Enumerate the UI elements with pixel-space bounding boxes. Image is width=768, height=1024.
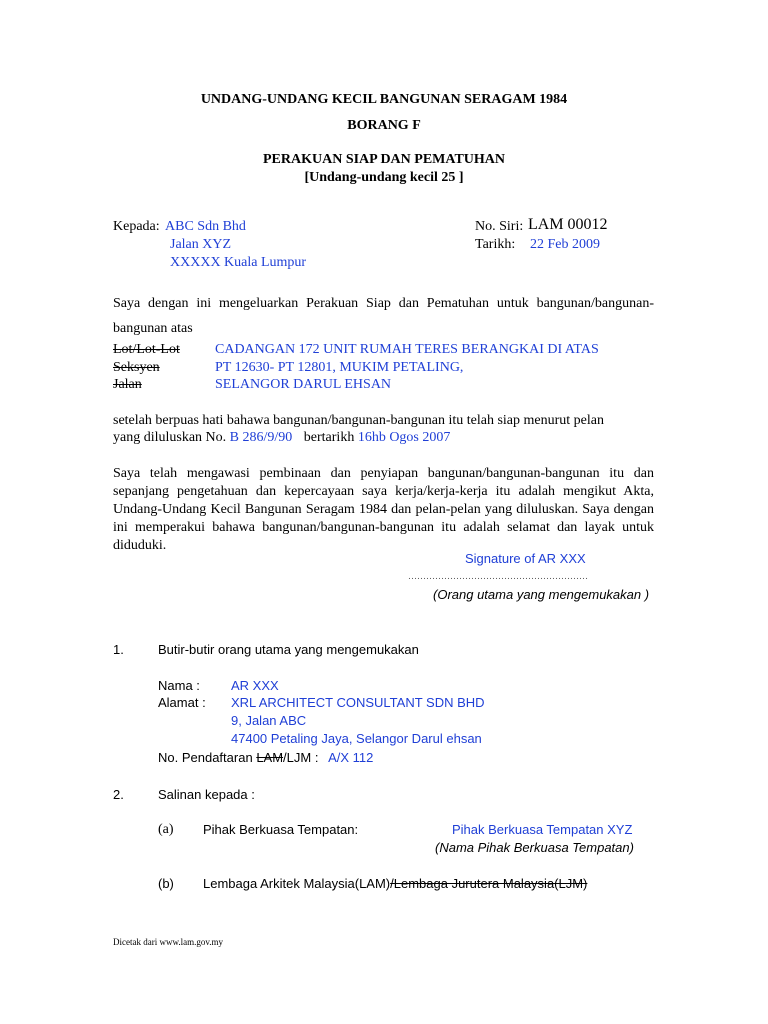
- applicant-address-line2: 9, Jalan ABC: [231, 713, 307, 728]
- copy-a-text: Pihak Berkuasa Tempatan:: [203, 822, 359, 837]
- approval-text: setelah berpuas hati bahawa bangunan/bangunan-bangunan itu telah siap menurut pelan: [113, 413, 604, 428]
- document-title: UNDANG-UNDANG KECIL BANGUNAN SERAGAM 1984: [200, 92, 568, 107]
- applicant-address-line1: XRL ARCHITECT CONSULTANT SDN BHD: [231, 695, 485, 710]
- location-line2: PT 12630- PT 12801, MUKIM PETALING,: [215, 360, 464, 375]
- signature-caption: (Orang utama yang mengemukakan ): [433, 587, 650, 602]
- copy-a-caption: (Nama Pihak Berkuasa Tempatan): [435, 840, 634, 855]
- copy-a-label: (a): [158, 822, 174, 837]
- section2-title: Salinan kepada :: [158, 787, 255, 802]
- signature-line: ……………………………………………………: [408, 571, 588, 581]
- date-label: Tarikh:: [475, 237, 516, 252]
- registration-row: [158, 750, 373, 765]
- signature-text: Signature of AR XXX: [465, 551, 586, 566]
- location-label-seksyen: Seksyen: [113, 360, 160, 375]
- registration-lam-struck: LAM: [256, 750, 284, 765]
- copy-b-text: Lembaga Arkitek Malaysia(LAM): [203, 876, 391, 891]
- recipient-address-line1: Jalan XYZ: [170, 237, 232, 252]
- approval-line2: [113, 430, 450, 446]
- declaration-paragraph: Saya telah mengawasi pembinaan dan penyiapan bangunan/bangunan-bangunan itu dan sepanjang pengetahuan dan kepercayaan saya kerja/kerja-kerja itu adalah mengikut Akta, Undang-Undang Kecil Bangunan Seragam 1984 dan pelan-pelan yang diluluskan. Saya dengan ini memperakui bahawa bangunan/bangunan-bangunan itu adalah selamat dan layak untuk diduduki.: [113, 466, 654, 553]
- bylaw-reference: [Undang-undang kecil 25 ]: [304, 170, 464, 185]
- approval-plan-number: B 286/9/90: [229, 430, 293, 445]
- section1-title: Butir-butir orang utama yang mengemukakan: [158, 642, 419, 657]
- section2-number: 2.: [113, 787, 124, 802]
- recipient-name: ABC Sdn Bhd: [165, 219, 246, 234]
- registration-label: No. Pendaftaran: [158, 750, 253, 765]
- intro-paragraph: Saya dengan ini mengeluarkan Perakuan Siap dan Pematuhan untuk bangunan/bangunan-bangunan atas: [113, 296, 654, 336]
- location-label-jalan: Jalan: [113, 377, 142, 392]
- date-value: 22 Feb 2009: [530, 237, 600, 252]
- copy-b-row: [203, 876, 587, 891]
- location-line1: CADANGAN 172 UNIT RUMAH TERES BERANGKAI DI ATAS: [215, 342, 599, 357]
- serial-label: No. Siri:: [475, 219, 524, 234]
- registration-ljm: /LJM :: [283, 750, 319, 765]
- approval-dated-label: bertarikh: [303, 430, 355, 445]
- footer-print-source: Dicetak dari www.lam.gov.my: [113, 937, 224, 947]
- form-label: BORANG F: [347, 118, 421, 133]
- copy-b-label: (b): [158, 876, 174, 891]
- registration-value: A/X 112: [328, 750, 374, 765]
- location-label-lot: Lot/Lot-Lot: [113, 342, 180, 357]
- applicant-address-line3: 47400 Petaling Jaya, Selangor Darul ehsan: [231, 731, 482, 746]
- copy-b-struck: /Lembaga Jurutera Malaysia(LJM): [390, 876, 588, 891]
- approval-plan-label: yang diluluskan No.: [113, 430, 227, 445]
- recipient-label: Kepada:: [113, 219, 160, 234]
- section1-number: 1.: [113, 642, 124, 657]
- copy-a-value: Pihak Berkuasa Tempatan XYZ: [452, 822, 633, 837]
- approval-dated-value: 16hb Ogos 2007: [357, 430, 451, 445]
- applicant-name-value: AR XXX: [231, 678, 279, 693]
- serial-value: LAM 00012: [528, 216, 608, 233]
- recipient-address-line2: XXXXX Kuala Lumpur: [170, 255, 307, 270]
- certificate-title: PERAKUAN SIAP DAN PEMATUHAN: [262, 152, 506, 167]
- location-line3: SELANGOR DARUL EHSAN: [215, 377, 392, 392]
- applicant-name-label: Nama :: [158, 678, 200, 693]
- applicant-address-label: Alamat :: [158, 695, 206, 710]
